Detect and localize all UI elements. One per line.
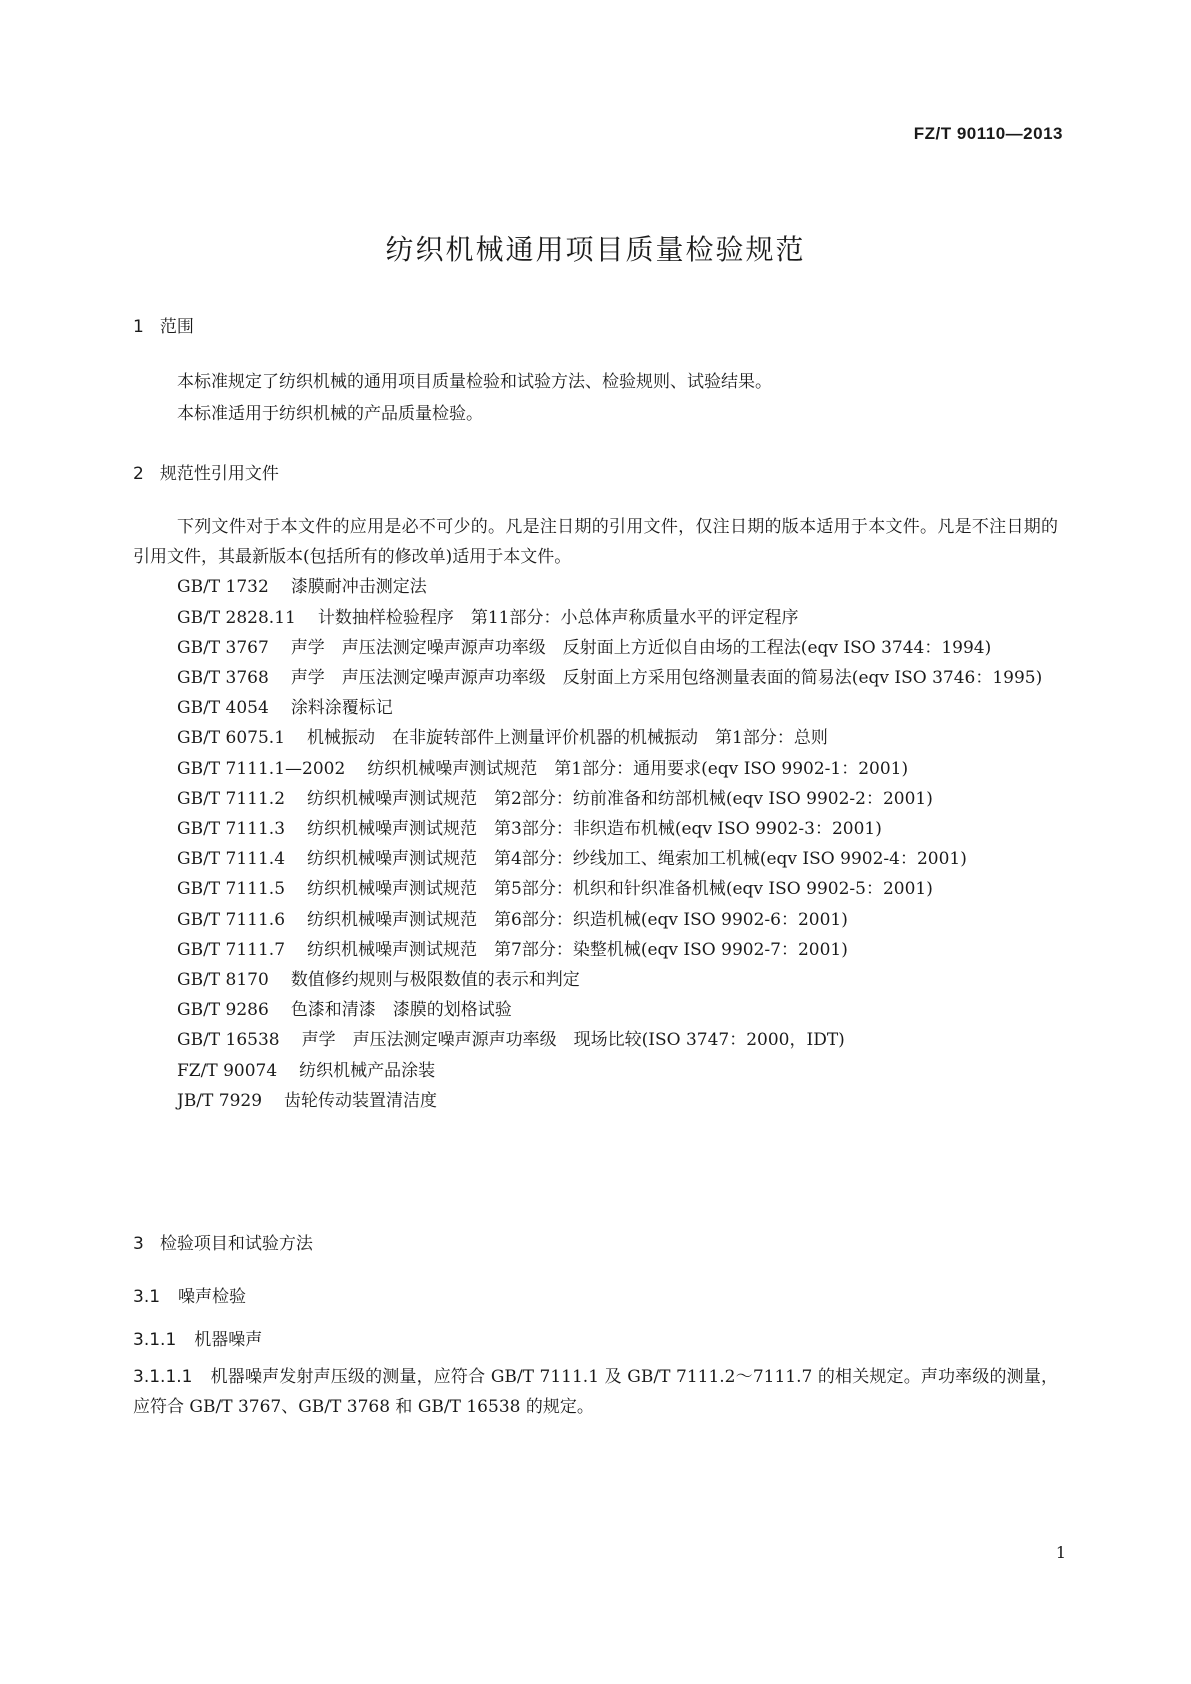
reference-title: 纺织机械噪声测试规范 第7部分：染整机械(eqv ISO 9902-7：2001) bbox=[307, 939, 848, 960]
section-number: 3 bbox=[133, 1234, 144, 1254]
reference-item bbox=[133, 935, 1058, 965]
reference-code: GB/T 8170 bbox=[177, 970, 269, 991]
reference-code: GB/T 9286 bbox=[177, 1000, 269, 1021]
section-number: 2 bbox=[133, 464, 144, 484]
reference-item bbox=[133, 995, 1058, 1025]
document-title: 纺织机械通用项目质量检验规范 bbox=[385, 233, 806, 266]
section-title: 规范性引用文件 bbox=[159, 464, 279, 484]
clause-paragraph bbox=[133, 1362, 1058, 1422]
subsection-3-1-1-heading bbox=[133, 1325, 262, 1350]
paragraph: 本标准规定了纺织机械的通用项目质量检验和试验方法、检验规则、试验结果。 bbox=[177, 372, 772, 392]
reference-item bbox=[133, 874, 1058, 904]
section-1-heading bbox=[133, 312, 194, 337]
reference-title: 漆膜耐冲击测定法 bbox=[290, 577, 427, 598]
section-1-body bbox=[133, 366, 1058, 430]
reference-title: 齿轮传动装置清洁度 bbox=[284, 1090, 438, 1111]
reference-code: GB/T 7111.3 bbox=[177, 819, 286, 840]
subsection-3-1-heading bbox=[133, 1282, 246, 1307]
reference-title: 纺织机械噪声测试规范 第2部分：纺前准备和纺部机械(eqv ISO 9902-2：2001) bbox=[307, 788, 933, 809]
reference-item bbox=[133, 723, 1058, 753]
paragraph: 本标准适用于纺织机械的产品质量检验。 bbox=[177, 404, 483, 424]
reference-item bbox=[133, 844, 1058, 874]
reference-title: 声学 声压法测定噪声源声功率级 现场比较(ISO 3747：2000，IDT) bbox=[301, 1030, 845, 1051]
reference-item bbox=[133, 1025, 1058, 1055]
reference-title: 涂料涂覆标记 bbox=[290, 698, 393, 719]
subsection-title: 机器噪声 bbox=[194, 1330, 263, 1350]
reference-code: GB/T 3768 bbox=[177, 668, 269, 689]
reference-code: GB/T 1732 bbox=[177, 577, 269, 598]
reference-item bbox=[133, 965, 1058, 995]
section-3-heading bbox=[133, 1229, 313, 1254]
reference-title: 纺织机械噪声测试规范 第6部分：织造机械(eqv ISO 9902-6：2001) bbox=[307, 909, 848, 930]
reference-title: 色漆和清漆 漆膜的划格试验 bbox=[290, 1000, 512, 1021]
clause-text: 机器噪声发射声压级的测量，应符合 GB/T 7111.1 及 GB/T 7111.2～7111.7 的相关规定。声功率级的测量，应符合 GB/T 3767、GB/T 3768 和 GB/T 16538 的规定。 bbox=[133, 1367, 1058, 1417]
subsection-number: 3.1.1 bbox=[133, 1330, 177, 1350]
clause-number: 3.1.1.1 bbox=[133, 1367, 193, 1387]
reference-code: GB/T 6075.1 bbox=[177, 728, 286, 749]
reference-item bbox=[133, 905, 1058, 935]
reference-item bbox=[133, 633, 1058, 663]
reference-item bbox=[133, 784, 1058, 814]
reference-code: JB/T 7929 bbox=[177, 1090, 263, 1111]
reference-item bbox=[133, 663, 1058, 693]
reference-list bbox=[133, 572, 1058, 1116]
reference-code: GB/T 16538 bbox=[177, 1030, 280, 1051]
reference-item bbox=[133, 572, 1058, 602]
reference-item bbox=[133, 693, 1058, 723]
reference-code: GB/T 2828.11 bbox=[177, 607, 296, 628]
section-2-heading bbox=[133, 459, 279, 484]
section-title: 范围 bbox=[159, 317, 194, 337]
reference-title: 声学 声压法测定噪声源声功率级 反射面上方近似自由场的工程法(eqv ISO 3744：1994) bbox=[290, 637, 992, 658]
reference-item bbox=[133, 814, 1058, 844]
reference-title: 机械振动 在非旋转部件上测量评价机器的机械振动 第1部分：总则 bbox=[307, 728, 828, 749]
document-code: FZ/T 90110—2013 bbox=[913, 124, 1063, 143]
reference-title: 纺织机械产品涂装 bbox=[299, 1060, 436, 1081]
clause-3-1-1-1 bbox=[133, 1362, 1058, 1422]
subsection-title: 噪声检验 bbox=[178, 1287, 247, 1307]
reference-title: 纺织机械噪声测试规范 第5部分：机织和针织准备机械(eqv ISO 9902-5：2001) bbox=[307, 879, 933, 900]
page-number: 1 bbox=[1055, 1543, 1066, 1562]
reference-item bbox=[133, 1056, 1058, 1086]
subsection-number: 3.1 bbox=[133, 1287, 161, 1307]
intro-paragraph: 下列文件对于本文件的应用是必不可少的。凡是注日期的引用文件，仅注日期的版本适用于本文件。凡是不注日期的引用文件，其最新版本(包括所有的修改单)适用于本文件。 bbox=[133, 517, 1058, 568]
reference-title: 声学 声压法测定噪声源声功率级 反射面上方采用包络测量表面的简易法(eqv ISO 3746：1995) bbox=[290, 668, 1043, 689]
reference-code: GB/T 3767 bbox=[177, 637, 269, 658]
reference-item bbox=[133, 603, 1058, 633]
reference-code: GB/T 7111.1—2002 bbox=[177, 758, 346, 779]
reference-code: GB/T 7111.5 bbox=[177, 879, 286, 900]
reference-item bbox=[133, 1086, 1058, 1116]
section-2-body bbox=[133, 512, 1058, 1116]
reference-code: FZ/T 90074 bbox=[177, 1060, 278, 1081]
reference-code: GB/T 7111.6 bbox=[177, 909, 286, 930]
reference-title: 纺织机械噪声测试规范 第1部分：通用要求(eqv ISO 9902-1：2001) bbox=[367, 758, 909, 779]
reference-title: 数值修约规则与极限数值的表示和判定 bbox=[290, 970, 580, 991]
reference-code: GB/T 4054 bbox=[177, 698, 269, 719]
section-number: 1 bbox=[133, 317, 144, 337]
reference-code: GB/T 7111.4 bbox=[177, 849, 286, 870]
reference-code: GB/T 7111.7 bbox=[177, 939, 286, 960]
reference-title: 纺织机械噪声测试规范 第3部分：非织造布机械(eqv ISO 9902-3：2001) bbox=[307, 819, 882, 840]
reference-title: 纺织机械噪声测试规范 第4部分：纱线加工、绳索加工机械(eqv ISO 9902-4：2001) bbox=[307, 849, 967, 870]
reference-code: GB/T 7111.2 bbox=[177, 788, 286, 809]
reference-title: 计数抽样检验程序 第11部分：小总体声称质量水平的评定程序 bbox=[317, 607, 799, 628]
section-title: 检验项目和试验方法 bbox=[159, 1234, 313, 1254]
reference-item bbox=[133, 754, 1058, 784]
